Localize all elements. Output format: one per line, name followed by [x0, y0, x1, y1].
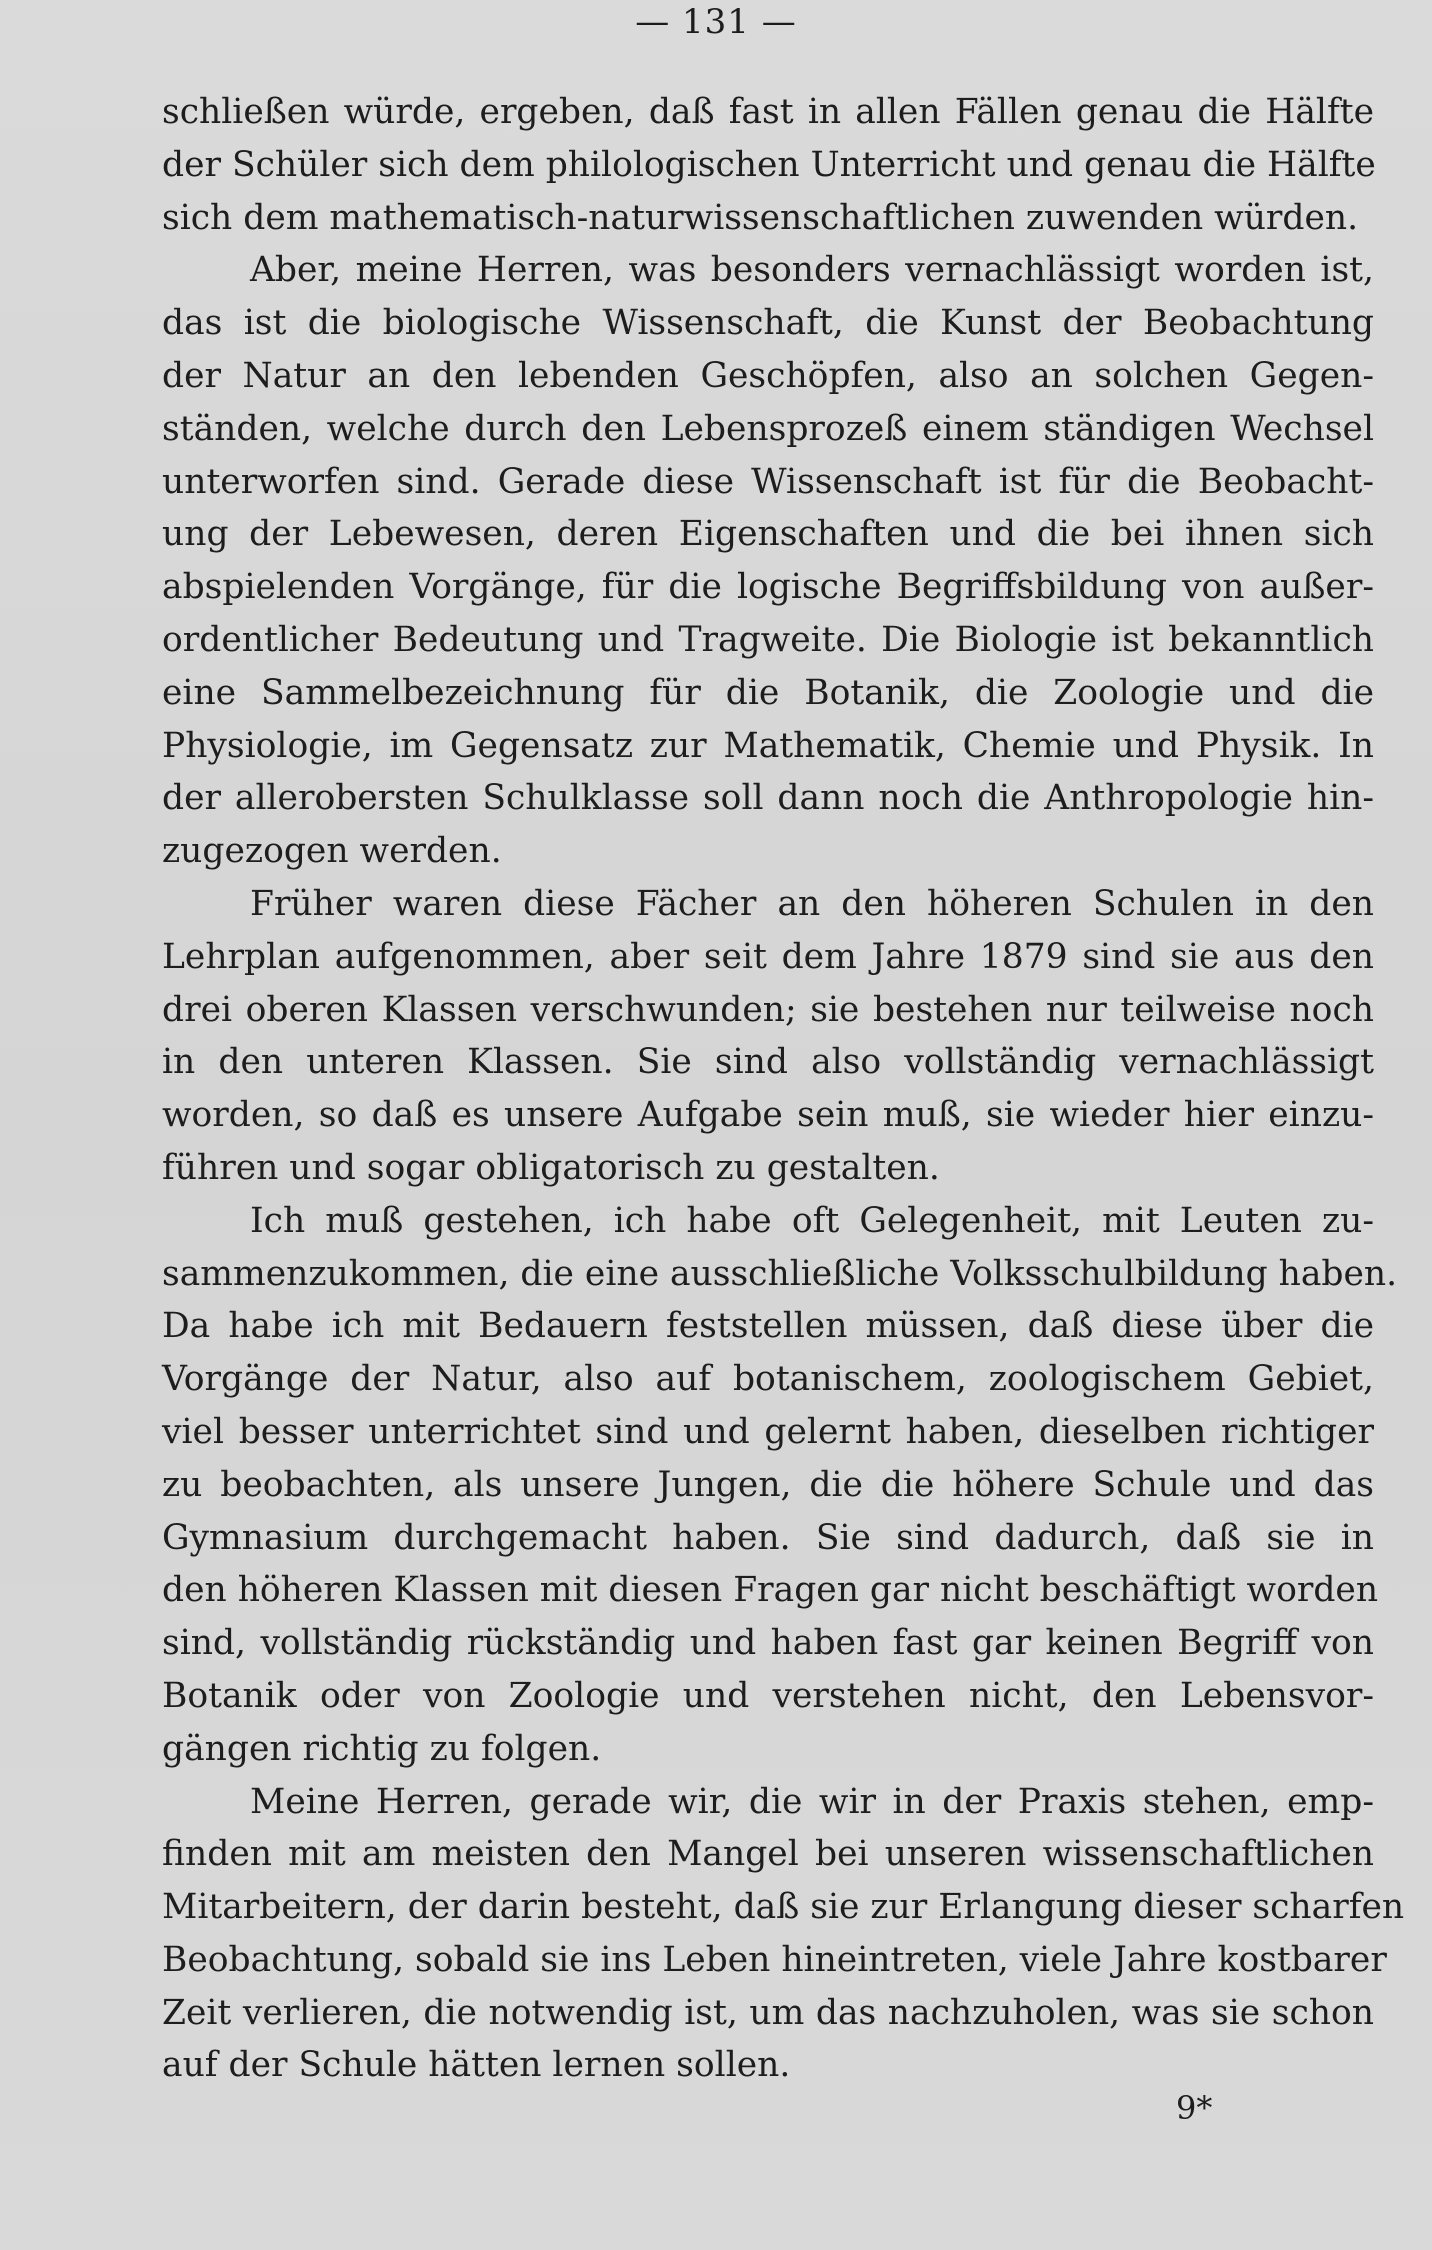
- text-line: gängen richtig zu folgen.: [162, 1728, 602, 1769]
- signature-mark: 9*: [1176, 2089, 1213, 2127]
- text-line: ständen, welche durch den Lebensprozeß einem ständigen Wechsel: [162, 408, 1374, 449]
- text-line: Da habe ich mit Bedauern feststellen müssen, daß diese über die: [162, 1306, 1374, 1347]
- text-line: sammenzukommen, die eine ausschließliche Volksschulbildung haben.: [162, 1253, 1398, 1294]
- text-line: finden mit am meisten den Mangel bei unseren wissenschaftlichen: [162, 1834, 1374, 1875]
- text-line: Botanik oder von Zoologie und verstehen nicht, den Lebensvor-: [162, 1675, 1374, 1716]
- text-line: auf der Schule hätten lernen sollen.: [162, 2045, 791, 2086]
- text-line: worden, so daß es unsere Aufgabe sein muß, sie wieder hier einzu-: [162, 1095, 1374, 1136]
- text-line: zu beobachten, als unsere Jungen, die die höhere Schule und das: [162, 1464, 1374, 1505]
- paragraph-start: Aber, meine Herren, was besonders vernachlässigt worden ist,: [250, 250, 1374, 291]
- text-line: unterworfen sind. Gerade diese Wissenschaft ist für die Beobacht-: [162, 461, 1374, 502]
- text-line: Gymnasium durchgemacht haben. Sie sind dadurch, daß sie in: [162, 1517, 1374, 1558]
- text-line: Lehrplan aufgenommen, aber seit dem Jahre 1879 sind sie aus den: [162, 936, 1374, 977]
- text-line: in den unteren Klassen. Sie sind also vollständig vernachlässigt: [162, 1042, 1374, 1083]
- text-line: drei oberen Klassen verschwunden; sie bestehen nur teilweise noch: [162, 989, 1374, 1030]
- text-line: Zeit verlieren, die notwendig ist, um das nachzuholen, was sie schon: [162, 1992, 1374, 2033]
- text-line: ung der Lebewesen, deren Eigenschaften und die bei ihnen sich: [162, 514, 1374, 555]
- page-number-header: — 131 —: [635, 2, 797, 42]
- text-line: das ist die biologische Wissenschaft, die Kunst der Beobachtung: [162, 303, 1374, 344]
- text-line: Mitarbeitern, der darin besteht, daß sie zur Erlangung dieser scharfen: [162, 1887, 1405, 1928]
- text-line: sich dem mathematisch-naturwissenschaftlichen zuwenden würden.: [162, 197, 1359, 238]
- text-line: abspielenden Vorgänge, für die logische Begriffsbildung von außer-: [162, 567, 1374, 608]
- text-line: führen und sogar obligatorisch zu gestalten.: [162, 1147, 940, 1188]
- text-line: schließen würde, ergeben, daß fast in allen Fällen genau die Hälfte: [162, 92, 1374, 132]
- text-line: ordentlicher Bedeutung und Tragweite. Die Biologie ist bekanntlich: [162, 619, 1374, 660]
- text-line: Vorgänge der Natur, also auf botanischem, zoologischem Gebiet,: [162, 1359, 1374, 1400]
- text-line: Physiologie, im Gegensatz zur Mathematik, Chemie und Physik. In: [162, 725, 1374, 766]
- text-line: sind, vollständig rückständig und haben fast gar keinen Begriff von: [162, 1623, 1374, 1664]
- body-text: [162, 86, 1405, 2092]
- paragraph-start: Früher waren diese Fächer an den höheren Schulen in den: [250, 883, 1374, 924]
- text-line: zugezogen werden.: [162, 831, 502, 872]
- text-line: viel besser unterrichtet sind und gelernt haben, dieselben richtiger: [162, 1411, 1374, 1452]
- text-line: den höheren Klassen mit diesen Fragen gar nicht beschäftigt worden: [162, 1570, 1379, 1611]
- text-line: der Natur an den lebenden Geschöpfen, also an solchen Gegen-: [162, 355, 1374, 396]
- text-line: der Schüler sich dem philologischen Unterricht und genau die Hälfte: [162, 144, 1376, 185]
- paragraph-start: Meine Herren, gerade wir, die wir in der Praxis stehen, emp-: [250, 1781, 1374, 1822]
- text-line: eine Sammelbezeichnung für die Botanik, die Zoologie und die: [162, 672, 1374, 713]
- text-line: der allerobersten Schulklasse soll dann noch die Anthropologie hin-: [162, 778, 1374, 819]
- text-line: Beobachtung, sobald sie ins Leben hineintreten, viele Jahre kostbarer: [162, 1939, 1387, 1980]
- paragraph-start: Ich muß gestehen, ich habe oft Gelegenheit, mit Leuten zu-: [250, 1200, 1374, 1241]
